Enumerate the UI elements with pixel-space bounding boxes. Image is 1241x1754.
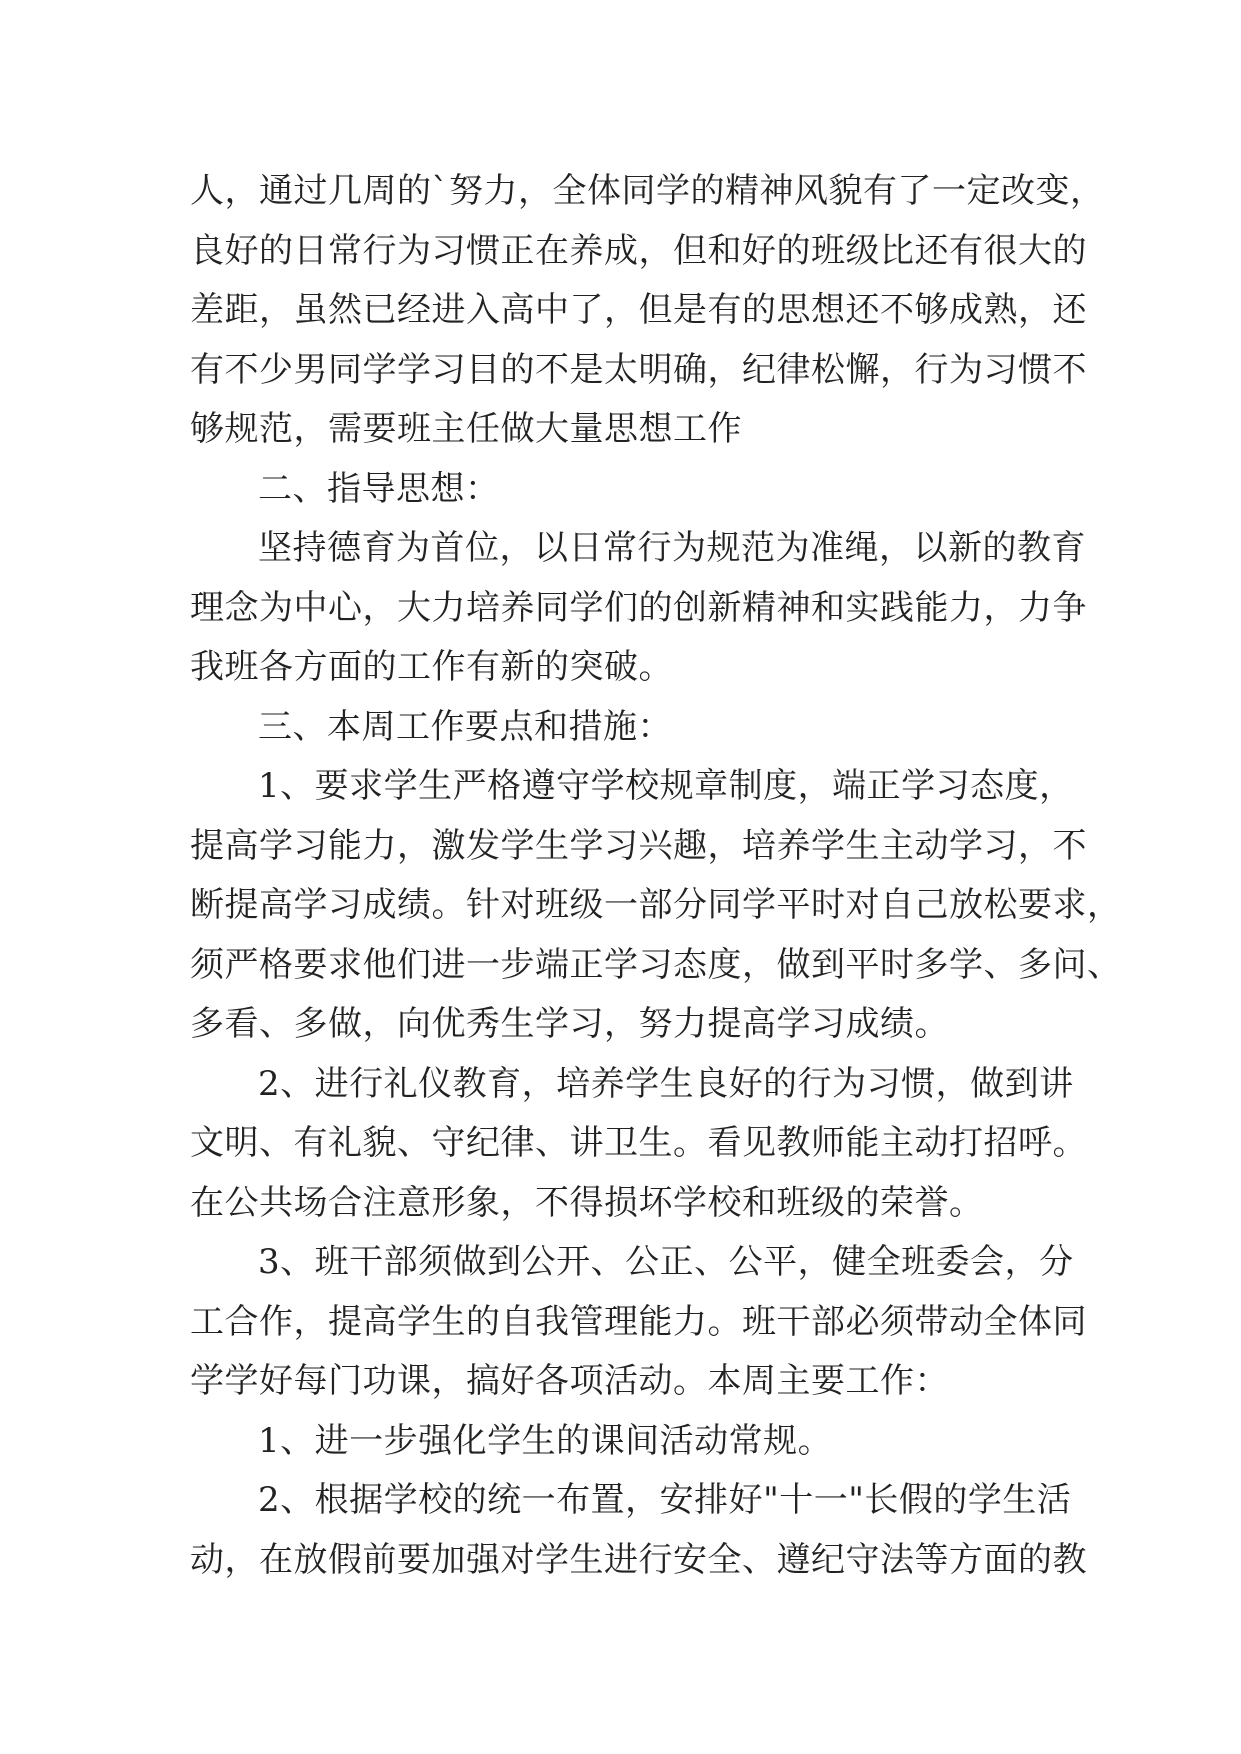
- text-line: 提高学习能力，激发学生学习兴趣，培养学生主动学习，不: [190, 825, 1087, 866]
- document-body: [190, 162, 1122, 1590]
- text-line: 动，在放假前要加强对学生进行安全、遵纪守法等方面的教: [190, 1539, 1087, 1580]
- text-line: 1、要求学生严格遵守学校规章制度，端正学习态度，: [258, 766, 1074, 806]
- text-line: 3、班干部须做到公开、公正、公平，健全班委会，分: [258, 1242, 1074, 1282]
- text-line: 良好的日常行为习惯正在养成，但和好的班级比还有很大的: [190, 230, 1087, 271]
- text-line: 多看、多做，向优秀生学习，努力提高学习成绩。: [190, 1004, 949, 1044]
- text-line: 须严格要求他们进一步端正学习态度，做到平时多学、多问、: [190, 944, 1122, 985]
- text-line: 三、本周工作要点和措施：: [258, 706, 672, 747]
- text-line: 2、根据学校的统一布置，安排好"十一"长假的学生活: [258, 1480, 1072, 1520]
- text-line: 断提高学习成绩。针对班级一部分同学平时对自己放松要求，: [190, 885, 1122, 925]
- text-line: 有不少男同学学习目的不是太明确，纪律松懈，行为习惯不: [190, 349, 1087, 390]
- text-line: 理念为中心，大力培养同学们的创新精神和实践能力，力争: [190, 587, 1087, 628]
- text-line: 在公共场合注意形象，不得损坏学校和班级的荣誉。: [190, 1182, 984, 1223]
- text-line: 2、进行礼仪教育，培养学生良好的行为习惯，做到讲: [258, 1063, 1074, 1104]
- text-line: 文明、有礼貌、守纪律、讲卫生。看见教师能主动打招呼。: [190, 1123, 1087, 1163]
- text-line: 1、进一步强化学生的课间活动常规。: [258, 1420, 833, 1461]
- text-line: 人，通过几周的`努力，全体同学的精神风貌有了一定改变，: [190, 171, 1105, 211]
- text-line: 够规范，需要班主任做大量思想工作: [190, 409, 742, 449]
- text-line: 差距，虽然已经进入高中了，但是有的思想还不够成熟，还: [190, 290, 1087, 330]
- text-line: 学学好每门功课，搞好各项活动。本周主要工作：: [190, 1361, 949, 1401]
- text-line: 工合作，提高学生的自我管理能力。班干部必须带动全体同: [190, 1301, 1087, 1342]
- text-line: 二、指导思想：: [258, 468, 500, 509]
- text-line: 坚持德育为首位，以日常行为规范为准绳，以新的教育: [258, 528, 1086, 568]
- text-line: 我班各方面的工作有新的突破。: [190, 647, 673, 687]
